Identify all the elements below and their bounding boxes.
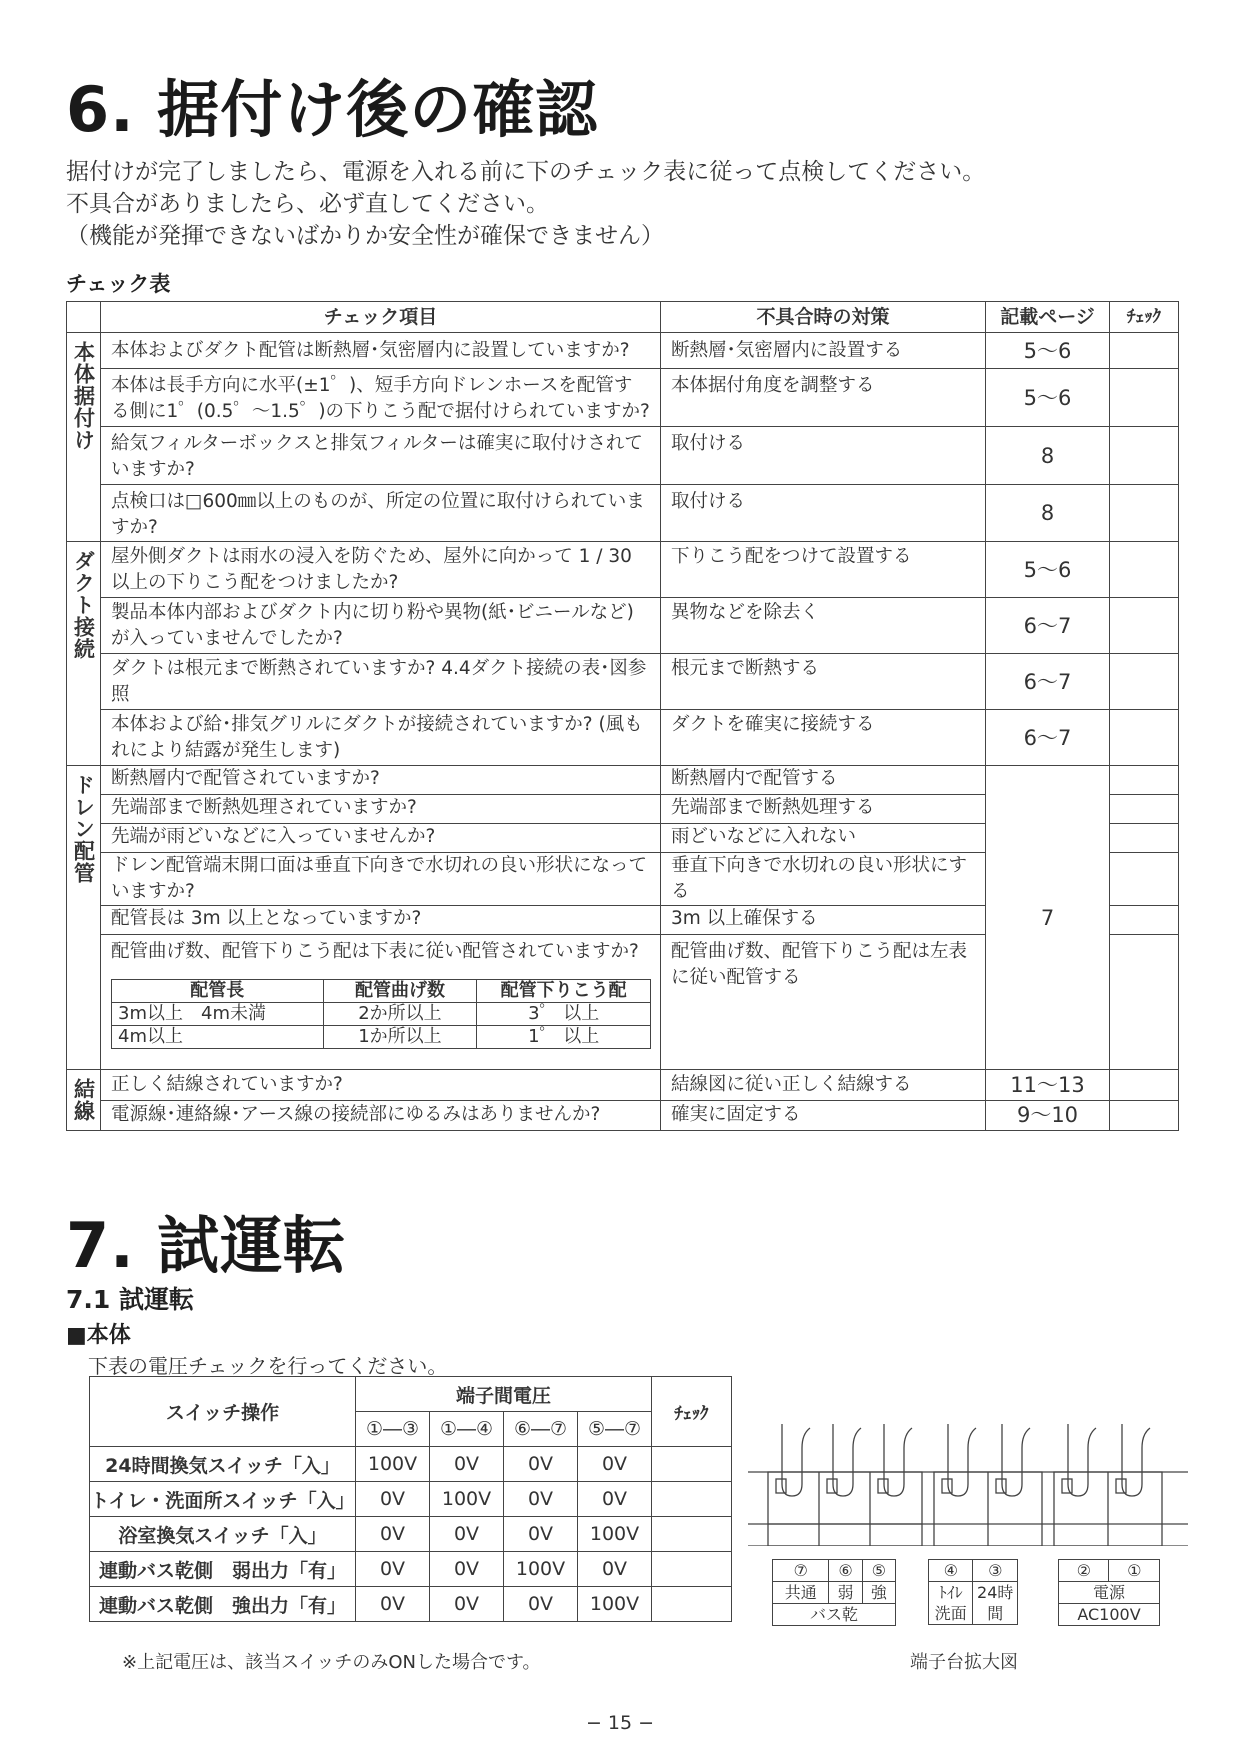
terminal-number: ⑦	[773, 1560, 829, 1582]
check-page: 5〜6	[986, 369, 1110, 427]
header-page: 記載ページ	[986, 302, 1110, 333]
check-item: 屋外側ダクトは雨水の浸入を防ぐため、屋外に向かって 1 / 30以上の下りこう配をつけましたか?	[101, 542, 661, 598]
check-item: ドレン配管端末開口面は垂直下向きで水切れの良い形状になっていますか?	[101, 853, 661, 906]
subtable-cell: 1゜ 以上	[477, 1026, 651, 1049]
check-item: 配管長は 3m 以上となっていますか?	[101, 906, 661, 935]
terminal-number: ⑥	[829, 1560, 862, 1582]
voltage-table	[89, 1376, 732, 1622]
terminal-caption: 端子台拡大図	[910, 1652, 1018, 1673]
voltage-cell: 100V	[578, 1587, 652, 1622]
check-fix: 結線図に従い正しく結線する	[661, 1070, 986, 1101]
check-box[interactable]	[652, 1587, 732, 1622]
terminal-group-power	[1058, 1559, 1160, 1626]
check-box[interactable]	[1110, 598, 1179, 654]
voltage-cell: 0V	[356, 1587, 430, 1622]
voltage-cell: 0V	[504, 1587, 578, 1622]
check-item: 本体および給･排気グリルにダクトが接続されていますか? (風もれにより結露が発生します)	[101, 710, 661, 766]
voltage-cell: 100V	[504, 1552, 578, 1587]
check-fix: 根元まで断熱する	[661, 654, 986, 710]
check-page: 6〜7	[986, 598, 1110, 654]
voltage-cell: 100V	[430, 1482, 504, 1517]
subtable-cell: 4m以上	[112, 1026, 324, 1049]
check-fix: 取付ける	[661, 427, 986, 485]
instruction-text: 下表の電圧チェックを行ってください。	[88, 1354, 448, 1378]
voltage-cell: 0V	[356, 1482, 430, 1517]
category-label: 結線	[67, 1070, 101, 1131]
check-box[interactable]	[1110, 369, 1179, 427]
check-fix: 3m 以上確保する	[661, 906, 986, 935]
category-label: ドレン配管	[67, 766, 101, 1070]
check-fix: 雨どいなどに入れない	[661, 824, 986, 853]
terminal-group-toilet	[928, 1559, 1018, 1625]
terminal-pair: ①―③	[356, 1412, 430, 1447]
voltage-cell: 100V	[356, 1447, 430, 1482]
intro-text	[66, 156, 985, 252]
voltage-cell: 0V	[430, 1552, 504, 1587]
terminal-number: ⑤	[862, 1560, 895, 1582]
header-switch: スイッチ操作	[90, 1377, 356, 1447]
check-item: ダクトは根元まで断熱されていますか? 4.4ダクト接続の表･図参照	[101, 654, 661, 710]
switch-operation: 浴室換気スイッチ「入」	[90, 1517, 356, 1552]
switch-operation: トイレ・洗面所スイッチ「入」	[90, 1482, 356, 1517]
check-table-label: チェック表	[66, 272, 171, 296]
check-item: 製品本体内部およびダクト内に切り粉や異物(紙･ビニールなど)が入っていませんでしたか?	[101, 598, 661, 654]
header-voltage: 端子間電圧	[356, 1377, 652, 1412]
check-item: 配管曲げ数、配管下りこう配は下表に従い配管されていますか?	[111, 941, 639, 962]
header-check: ﾁｪｯｸ	[652, 1377, 732, 1447]
subtable-cell: 2か所以上	[323, 1003, 477, 1026]
terminal-label: 電源	[1059, 1582, 1160, 1604]
terminal-label: ﾄｲﾚ洗面	[929, 1582, 973, 1625]
voltage-cell: 0V	[356, 1552, 430, 1587]
check-item: 正しく結線されていますか?	[101, 1070, 661, 1101]
switch-operation: 連動バス乾側 強出力「有」	[90, 1587, 356, 1622]
check-fix: ダクトを確実に接続する	[661, 710, 986, 766]
check-item: 断熱層内で配管されていますか?	[101, 766, 661, 795]
check-fix: 断熱層内で配管する	[661, 766, 986, 795]
subtable-cell: 3m以上 4m未満	[112, 1003, 324, 1026]
terminal-group-bath-dryer	[772, 1559, 896, 1626]
check-box[interactable]	[1110, 906, 1179, 935]
subtable-cell: 3゜ 以上	[477, 1003, 651, 1026]
check-item-with-subtable	[101, 935, 661, 1070]
check-item: 先端部まで断熱処理されていますか?	[101, 795, 661, 824]
header-check: ﾁｪｯｸ	[1110, 302, 1179, 333]
check-box[interactable]	[1110, 1100, 1179, 1131]
check-page: 9〜10	[986, 1100, 1110, 1131]
check-fix: 下りこう配をつけて設置する	[661, 542, 986, 598]
subtable-header: 配管曲げ数	[323, 980, 477, 1003]
check-box[interactable]	[1110, 485, 1179, 542]
body-title: ■本体	[66, 1323, 131, 1348]
subtable-header: 配管下りこう配	[477, 980, 651, 1003]
terminal-number: ①	[1109, 1560, 1160, 1582]
check-fix: 取付ける	[661, 485, 986, 542]
terminal-label: AC100V	[1059, 1604, 1160, 1626]
page-number: − 15 −	[585, 1712, 655, 1734]
check-page: 5〜6	[986, 333, 1110, 369]
subtable-cell: 1か所以上	[323, 1026, 477, 1049]
check-fix: 垂直下向きで水切れの良い形状にする	[661, 853, 986, 906]
terminal-group-label: バス乾	[773, 1604, 896, 1626]
check-item: 本体およびダクト配管は断熱層･気密層内に設置していますか?	[101, 333, 661, 369]
terminal-block-diagram	[748, 1424, 1188, 1546]
check-page: 6〜7	[986, 710, 1110, 766]
check-page: 7	[986, 766, 1110, 1070]
voltage-cell: 0V	[578, 1482, 652, 1517]
check-item: 給気フィルターボックスと排気フィルターは確実に取付けされていますか?	[101, 427, 661, 485]
voltage-cell: 0V	[356, 1517, 430, 1552]
check-fix: 断熱層･気密層内に設置する	[661, 333, 986, 369]
check-box[interactable]	[1110, 935, 1179, 1070]
terminal-pair: ⑥―⑦	[504, 1412, 578, 1447]
check-page: 11〜13	[986, 1070, 1110, 1101]
terminal-number: ④	[929, 1560, 973, 1582]
check-fix: 配管曲げ数、配管下りこう配は左表に従い配管する	[661, 935, 986, 1070]
check-fix: 異物などを除去く	[661, 598, 986, 654]
voltage-cell: 0V	[504, 1447, 578, 1482]
header-item: チェック項目	[101, 302, 661, 333]
check-box[interactable]	[1110, 542, 1179, 598]
check-fix: 先端部まで断熱処理する	[661, 795, 986, 824]
check-item: 先端が雨どいなどに入っていませんか?	[101, 824, 661, 853]
voltage-note: ※上記電圧は、該当スイッチのみONした場合です。	[122, 1652, 541, 1673]
intro-line: （機能が発揮できないばかりか安全性が確保できません）	[66, 223, 664, 249]
check-item: 電源線･連絡線･アース線の接続部にゆるみはありませんか?	[101, 1100, 661, 1131]
check-page: 8	[986, 485, 1110, 542]
switch-operation: 連動バス乾側 弱出力「有」	[90, 1552, 356, 1587]
check-box[interactable]	[1110, 654, 1179, 710]
check-box[interactable]	[1110, 427, 1179, 485]
check-fix: 本体据付角度を調整する	[661, 369, 986, 427]
terminal-label: 共通	[773, 1582, 829, 1604]
terminal-label: 24時間	[973, 1582, 1018, 1625]
check-fix: 確実に固定する	[661, 1100, 986, 1131]
check-box[interactable]	[652, 1447, 732, 1482]
check-item: 点検口は□600㎜以上のものが、所定の位置に取付けられていますか?	[101, 485, 661, 542]
check-item: 本体は長手方向に水平(±1゜)、短手方向ドレンホースを配管する側に1゜(0.5゜〜1.5゜)の下りこう配で据付けられていますか?	[101, 369, 661, 427]
switch-operation: 24時間換気スイッチ「入」	[90, 1447, 356, 1482]
category-label: 本体据付け	[67, 333, 101, 542]
subtable-header: 配管長	[112, 980, 324, 1003]
voltage-cell: 0V	[578, 1552, 652, 1587]
check-box[interactable]	[1110, 766, 1179, 795]
voltage-cell: 0V	[430, 1517, 504, 1552]
voltage-cell: 0V	[504, 1517, 578, 1552]
check-page: 8	[986, 427, 1110, 485]
intro-line: 据付けが完了しましたら、電源を入れる前に下のチェック表に従って点検してください。	[66, 159, 986, 185]
category-label: ダクト接続	[67, 542, 101, 766]
terminal-label: 弱	[829, 1582, 862, 1604]
check-box[interactable]	[1110, 1070, 1179, 1101]
check-box[interactable]	[1110, 824, 1179, 853]
check-box[interactable]	[1110, 710, 1179, 766]
voltage-cell: 0V	[504, 1482, 578, 1517]
header-fix: 不具合時の対策	[661, 302, 986, 333]
check-table	[66, 301, 1179, 1131]
voltage-cell: 0V	[578, 1447, 652, 1482]
check-page: 5〜6	[986, 542, 1110, 598]
check-page: 6〜7	[986, 654, 1110, 710]
terminal-label: 強	[862, 1582, 895, 1604]
terminal-number: ②	[1059, 1560, 1109, 1582]
check-box[interactable]	[652, 1482, 732, 1517]
pipe-subtable	[111, 979, 651, 1049]
check-box[interactable]	[652, 1517, 732, 1552]
subsection-title: 7.1 試運転	[66, 1285, 194, 1314]
terminal-pair: ⑤―⑦	[578, 1412, 652, 1447]
section-6-title: 6. 据付け後の確認	[66, 73, 599, 146]
check-box[interactable]	[1110, 333, 1179, 369]
intro-line: 不具合がありましたら、必ず直してください。	[66, 191, 549, 217]
terminal-number: ③	[973, 1560, 1018, 1582]
check-box[interactable]	[1110, 795, 1179, 824]
terminal-pair: ①―④	[430, 1412, 504, 1447]
check-box[interactable]	[1110, 853, 1179, 906]
voltage-cell: 0V	[430, 1447, 504, 1482]
check-box[interactable]	[652, 1552, 732, 1587]
section-7-title: 7. 試運転	[66, 1209, 347, 1282]
voltage-cell: 100V	[578, 1517, 652, 1552]
voltage-cell: 0V	[430, 1587, 504, 1622]
